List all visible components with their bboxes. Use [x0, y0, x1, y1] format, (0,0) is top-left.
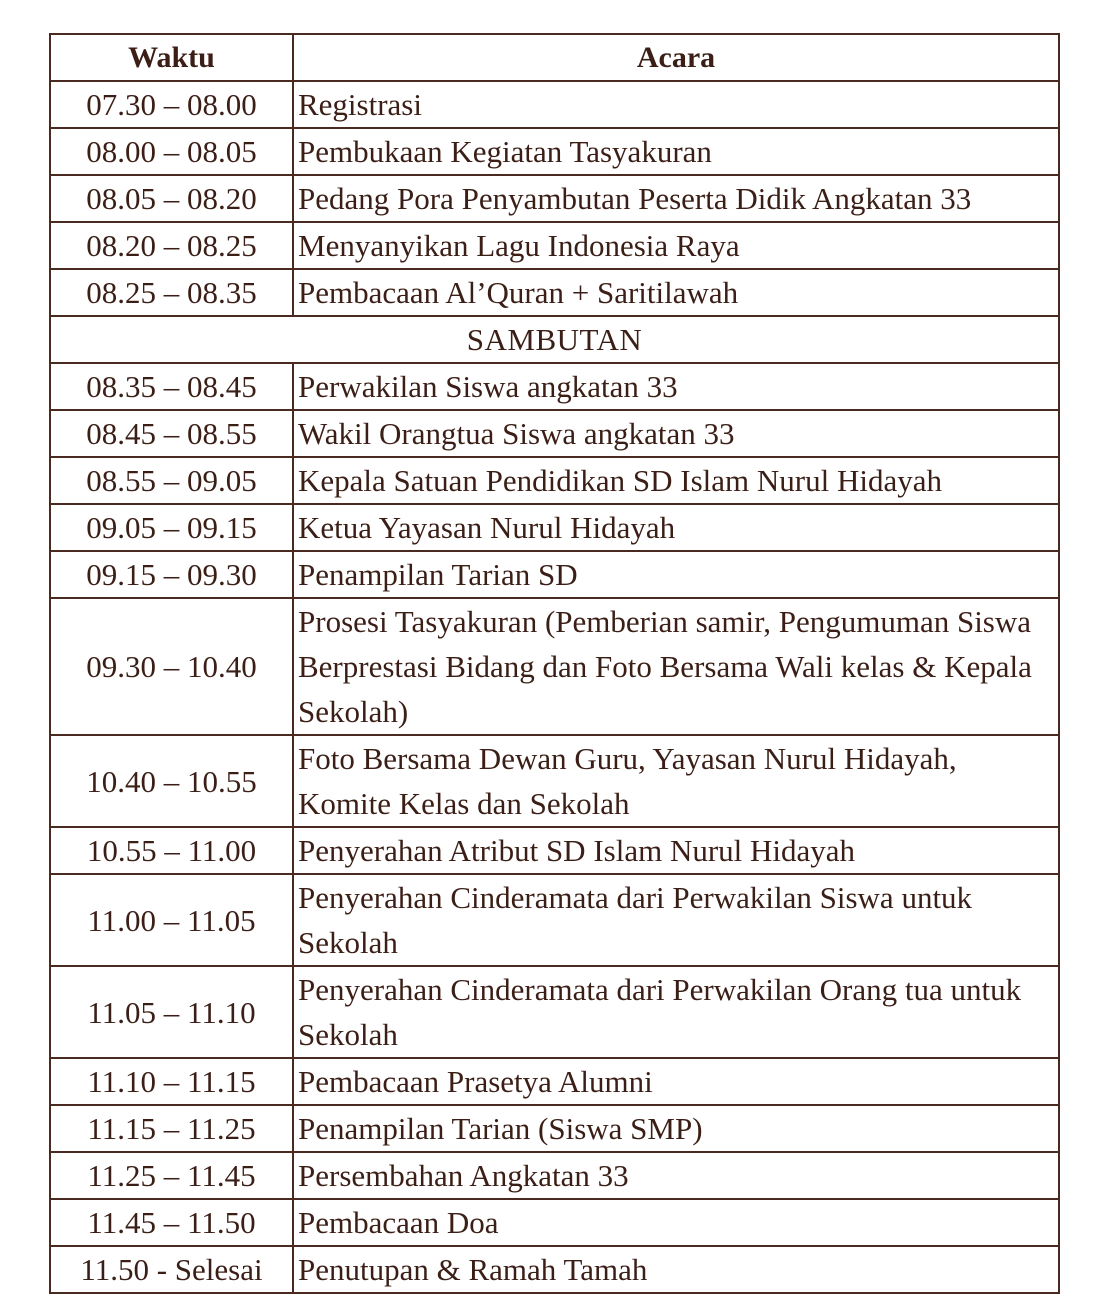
table-row [50, 966, 1059, 1058]
table-row [50, 410, 1059, 457]
time-cell: 08.05 – 08.20 [50, 175, 293, 222]
table-row [50, 457, 1059, 504]
table-row [50, 1152, 1059, 1199]
time-cell: 11.00 – 11.05 [50, 874, 293, 966]
time-cell: 11.25 – 11.45 [50, 1152, 293, 1199]
time-cell: 10.55 – 11.00 [50, 827, 293, 874]
event-cell: Penyerahan Cinderamata dari Perwakilan Orang tua untuk Sekolah [293, 966, 1059, 1058]
table-row [50, 504, 1059, 551]
time-cell: 11.45 – 11.50 [50, 1199, 293, 1246]
event-cell: Pedang Pora Penyambutan Peserta Didik Angkatan 33 [293, 175, 1059, 222]
event-cell: Penampilan Tarian SD [293, 551, 1059, 598]
table-header-row [50, 34, 1059, 81]
table-row [50, 363, 1059, 410]
table-row [50, 551, 1059, 598]
event-cell: Penyerahan Atribut SD Islam Nurul Hidayah [293, 827, 1059, 874]
time-cell: 11.10 – 11.15 [50, 1058, 293, 1105]
table-row [50, 874, 1059, 966]
time-cell: 09.30 – 10.40 [50, 598, 293, 735]
table-row [50, 827, 1059, 874]
time-cell: 11.50 - Selesai [50, 1246, 293, 1293]
schedule-table [49, 33, 1060, 1294]
time-cell: 11.15 – 11.25 [50, 1105, 293, 1152]
header-waktu: Waktu [50, 34, 293, 81]
table-row [50, 1246, 1059, 1293]
header-acara: Acara [293, 34, 1059, 81]
table-row [50, 1105, 1059, 1152]
table-row [50, 222, 1059, 269]
table-row [50, 1199, 1059, 1246]
event-cell: Penyerahan Cinderamata dari Perwakilan Siswa untuk Sekolah [293, 874, 1059, 966]
time-cell: 08.00 – 08.05 [50, 128, 293, 175]
event-cell: Wakil Orangtua Siswa angkatan 33 [293, 410, 1059, 457]
event-cell: Registrasi [293, 81, 1059, 128]
time-cell: 11.05 – 11.10 [50, 966, 293, 1058]
event-cell: Perwakilan Siswa angkatan 33 [293, 363, 1059, 410]
event-cell: Penampilan Tarian (Siswa SMP) [293, 1105, 1059, 1152]
event-cell: Foto Bersama Dewan Guru, Yayasan Nurul Hidayah, Komite Kelas dan Sekolah [293, 735, 1059, 827]
section-row [50, 316, 1059, 363]
event-cell: Pembacaan Doa [293, 1199, 1059, 1246]
time-cell: 08.25 – 08.35 [50, 269, 293, 316]
time-cell: 10.40 – 10.55 [50, 735, 293, 827]
table-row [50, 735, 1059, 827]
event-cell: Pembukaan Kegiatan Tasyakuran [293, 128, 1059, 175]
table-row [50, 1058, 1059, 1105]
table-row [50, 81, 1059, 128]
event-cell: Prosesi Tasyakuran (Pemberian samir, Pengumuman Siswa Berprestasi Bidang dan Foto Bersama Wali kelas & Kepala Sekolah) [293, 598, 1059, 735]
time-cell: 08.45 – 08.55 [50, 410, 293, 457]
time-cell: 08.55 – 09.05 [50, 457, 293, 504]
event-cell: Penutupan & Ramah Tamah [293, 1246, 1059, 1293]
time-cell: 09.05 – 09.15 [50, 504, 293, 551]
event-cell: Pembacaan Al’Quran + Saritilawah [293, 269, 1059, 316]
section-title: SAMBUTAN [50, 316, 1059, 363]
time-cell: 08.35 – 08.45 [50, 363, 293, 410]
table-row [50, 598, 1059, 735]
time-cell: 07.30 – 08.00 [50, 81, 293, 128]
table-row [50, 175, 1059, 222]
event-cell: Kepala Satuan Pendidikan SD Islam Nurul Hidayah [293, 457, 1059, 504]
time-cell: 09.15 – 09.30 [50, 551, 293, 598]
event-cell: Pembacaan Prasetya Alumni [293, 1058, 1059, 1105]
time-cell: 08.20 – 08.25 [50, 222, 293, 269]
schedule-body [50, 81, 1059, 1293]
table-row [50, 128, 1059, 175]
event-cell: Menyanyikan Lagu Indonesia Raya [293, 222, 1059, 269]
event-cell: Persembahan Angkatan 33 [293, 1152, 1059, 1199]
event-cell: Ketua Yayasan Nurul Hidayah [293, 504, 1059, 551]
table-row [50, 269, 1059, 316]
